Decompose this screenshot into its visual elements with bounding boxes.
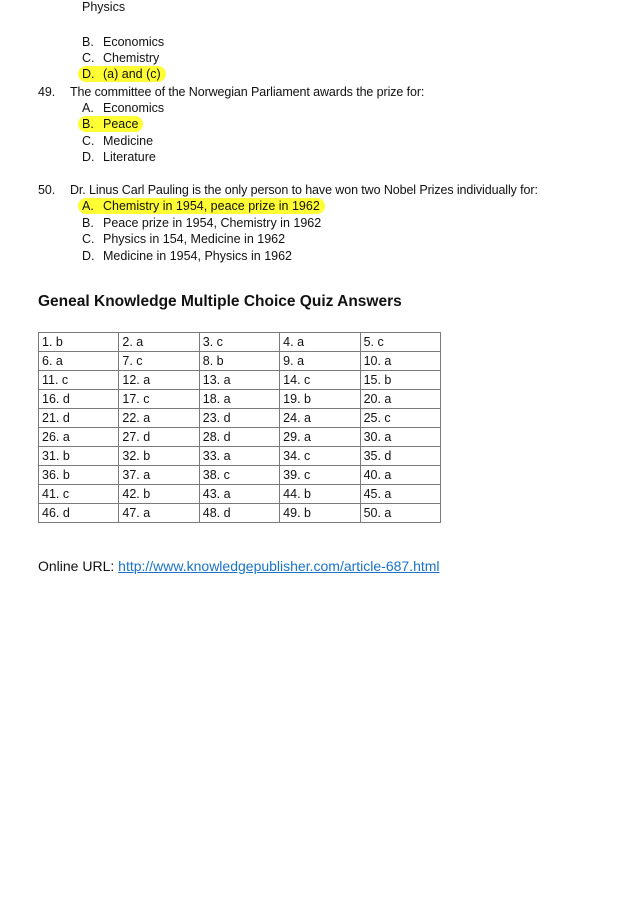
question-50: 50. Dr. Linus Carl Pauling is the only person to have won two Nobel Prizes individually for: <box>38 183 538 197</box>
answer-cell: 42. b <box>119 485 199 504</box>
q48-option-b: B. Economics <box>82 35 165 49</box>
answer-cell: 8. b <box>199 352 279 371</box>
answer-cell: 45. a <box>360 485 440 504</box>
table-row <box>39 447 441 466</box>
answer-cell: 40. a <box>360 466 440 485</box>
answer-cell: 24. a <box>280 409 360 428</box>
q50-option-b: B. Peace prize in 1954, Chemistry in 1962 <box>82 216 322 230</box>
table-row <box>39 333 441 352</box>
answer-cell: 16. d <box>39 390 119 409</box>
answer-cell: 20. a <box>360 390 440 409</box>
answer-cell: 21. d <box>39 409 119 428</box>
q50-option-a-highlighted: A. Chemistry in 1954, peace prize in 1962 <box>78 198 325 214</box>
q48-option-c: C. Chemistry <box>82 51 160 65</box>
table-row <box>39 409 441 428</box>
answer-cell: 15. b <box>360 371 440 390</box>
online-url-label: Online URL: <box>38 558 115 574</box>
answer-cell: 2. a <box>119 333 199 352</box>
answer-cell: 36. b <box>39 466 119 485</box>
answer-cell: 4. a <box>280 333 360 352</box>
answer-cell: 10. a <box>360 352 440 371</box>
q50-option-c: C. Physics in 154, Medicine in 1962 <box>82 232 286 246</box>
q49-option-b-highlighted: B. Peace <box>78 116 143 132</box>
answer-cell: 49. b <box>280 504 360 523</box>
clipped-option-text: Physics <box>82 0 126 14</box>
answer-cell: 34. c <box>280 447 360 466</box>
answer-cell: 11. c <box>39 371 119 390</box>
answer-cell: 13. a <box>199 371 279 390</box>
answer-cell: 22. a <box>119 409 199 428</box>
answer-cell: 38. c <box>199 466 279 485</box>
table-row <box>39 390 441 409</box>
answer-cell: 7. c <box>119 352 199 371</box>
answer-cell: 30. a <box>360 428 440 447</box>
q49-option-c: C. Medicine <box>82 134 154 148</box>
answer-cell: 25. c <box>360 409 440 428</box>
q49-option-d: D. Literature <box>82 150 156 164</box>
answer-cell: 5. c <box>360 333 440 352</box>
table-row <box>39 352 441 371</box>
answer-cell: 39. c <box>280 466 360 485</box>
answer-cell: 50. a <box>360 504 440 523</box>
answer-cell: 44. b <box>280 485 360 504</box>
answer-cell: 18. a <box>199 390 279 409</box>
answer-cell: 41. c <box>39 485 119 504</box>
answer-cell: 46. d <box>39 504 119 523</box>
answer-cell: 19. b <box>280 390 360 409</box>
table-row <box>39 466 441 485</box>
answer-cell: 47. a <box>119 504 199 523</box>
q50-option-d: D. Medicine in 1954, Physics in 1962 <box>82 249 293 263</box>
answer-cell: 9. a <box>280 352 360 371</box>
answer-cell: 12. a <box>119 371 199 390</box>
answer-cell: 35. d <box>360 447 440 466</box>
answer-cell: 43. a <box>199 485 279 504</box>
answer-cell: 32. b <box>119 447 199 466</box>
answer-cell: 31. b <box>39 447 119 466</box>
question-49: 49. The committee of the Norwegian Parliament awards the prize for: <box>38 85 425 99</box>
online-url-link[interactable]: http://www.knowledgepublisher.com/article-687.html <box>118 558 440 574</box>
online-url-line <box>38 558 440 574</box>
answer-cell: 27. d <box>119 428 199 447</box>
answers-table <box>38 332 441 523</box>
q49-option-a: A. Economics <box>82 101 165 115</box>
answer-cell: 17. c <box>119 390 199 409</box>
answer-cell: 26. a <box>39 428 119 447</box>
q48-option-d-highlighted: D. (a) and (c) <box>78 66 166 82</box>
answer-cell: 14. c <box>280 371 360 390</box>
answer-cell: 28. d <box>199 428 279 447</box>
answer-cell: 37. a <box>119 466 199 485</box>
answer-cell: 33. a <box>199 447 279 466</box>
answers-heading: Geneal Knowledge Multiple Choice Quiz Answers <box>38 293 402 310</box>
table-row <box>39 504 441 523</box>
answer-cell: 48. d <box>199 504 279 523</box>
answer-cell: 3. c <box>199 333 279 352</box>
answer-cell: 23. d <box>199 409 279 428</box>
answer-cell: 29. a <box>280 428 360 447</box>
answer-cell: 1. b <box>39 333 119 352</box>
table-row <box>39 428 441 447</box>
answer-cell: 6. a <box>39 352 119 371</box>
table-row <box>39 371 441 390</box>
table-row <box>39 485 441 504</box>
